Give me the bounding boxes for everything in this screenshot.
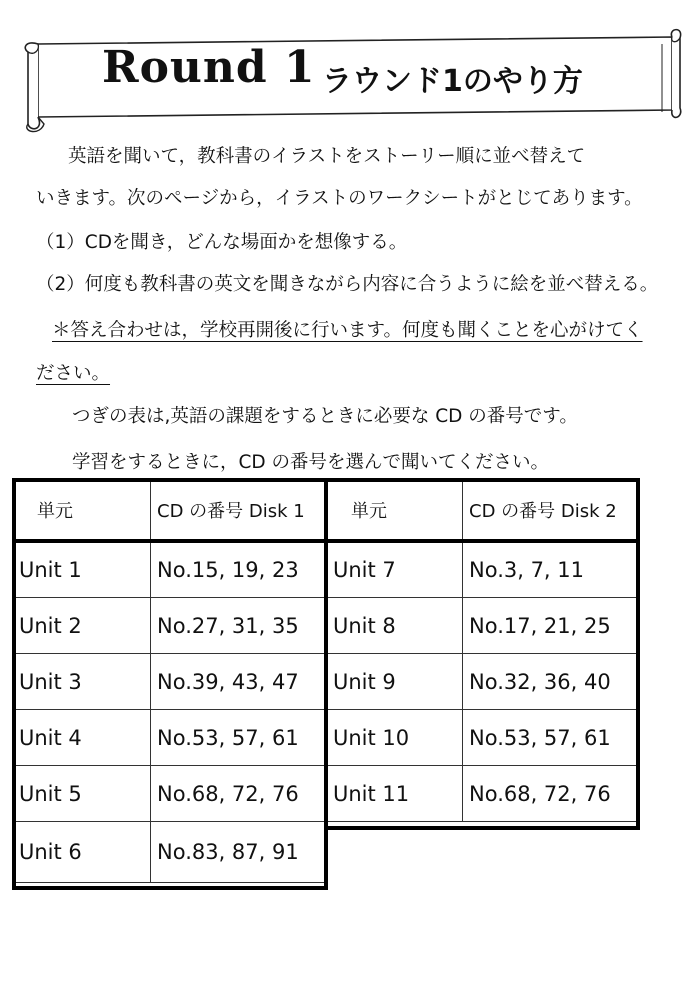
unit-cell: Unit 9 xyxy=(327,654,463,710)
table-header-row xyxy=(13,479,327,542)
cd-number-cell: No.15, 19, 23 xyxy=(151,542,327,598)
unit-cell: Unit 5 xyxy=(13,766,151,822)
unit-cell: Unit 8 xyxy=(327,598,463,654)
title-banner xyxy=(0,0,700,140)
cd-number-cell: No.17, 21, 25 xyxy=(463,598,639,654)
unit-cell: Unit 7 xyxy=(327,542,463,598)
cd-number-cell: No.27, 31, 35 xyxy=(151,598,327,654)
table-row xyxy=(13,822,327,883)
table-row xyxy=(327,710,639,766)
cd-number-cell: No.83, 87, 91 xyxy=(151,822,327,883)
table-intro-2: 学習をするときに，CD の番号を選んで聞いてください。 xyxy=(72,452,550,473)
table-row xyxy=(13,654,327,710)
unit-cell: Unit 3 xyxy=(13,654,151,710)
unit-cell: Unit 6 xyxy=(13,822,151,883)
header-unit: 単元 xyxy=(327,479,463,542)
table-header-row xyxy=(327,479,639,542)
step-1: （1）CDを聞き，どんな場面かを想像する。 xyxy=(36,232,408,253)
intro-line-1: 英語を聞いて，教科書のイラストをストーリー順に並べ替えて xyxy=(68,146,586,167)
intro-line-2: いきます。次のページから，イラストのワークシートがとじてあります。 xyxy=(36,188,643,209)
unit-cell: Unit 10 xyxy=(327,710,463,766)
cd-number-cell: No.53, 57, 61 xyxy=(151,710,327,766)
cd-number-cell: No.68, 72, 76 xyxy=(151,766,327,822)
cd-number-cell: No.32, 36, 40 xyxy=(463,654,639,710)
header-cd-number: CD の番号 Disk 2 xyxy=(463,479,639,542)
cd-number-cell: No.39, 43, 47 xyxy=(151,654,327,710)
header-cd-number: CD の番号 Disk 1 xyxy=(151,479,327,542)
unit-cell: Unit 1 xyxy=(13,542,151,598)
cd-number-cell: No.53, 57, 61 xyxy=(463,710,639,766)
table-row xyxy=(13,766,327,822)
unit-cell: Unit 2 xyxy=(13,598,151,654)
step-2: （2）何度も教科書の英文を聞きながら内容に合うように絵を並べ替える。 xyxy=(36,274,659,295)
table-row xyxy=(13,542,327,598)
cd-number-cell: No.3, 7, 11 xyxy=(463,542,639,598)
note-line-1: ＊答え合わせは，学校再開後に行います。何度も聞くことを心がけてく xyxy=(52,320,643,341)
table-row xyxy=(327,654,639,710)
header-unit: 単元 xyxy=(13,479,151,542)
note-line-2: ださい。 xyxy=(36,363,111,384)
table-row xyxy=(13,598,327,654)
cd-number-cell: No.68, 72, 76 xyxy=(463,766,639,822)
title-japanese: ラウンド1のやり方 xyxy=(322,64,583,99)
table-row xyxy=(13,710,327,766)
unit-cell: Unit 4 xyxy=(13,710,151,766)
table-row xyxy=(327,542,639,598)
cd-table-disk1 xyxy=(12,478,327,883)
table-row xyxy=(327,598,639,654)
table-row xyxy=(327,766,639,822)
title-english: Round 1 xyxy=(102,42,316,93)
table-intro-1: つぎの表は,英語の課題をするときに必要な CD の番号です。 xyxy=(72,406,578,427)
cd-table-disk2 xyxy=(326,478,639,822)
unit-cell: Unit 11 xyxy=(327,766,463,822)
